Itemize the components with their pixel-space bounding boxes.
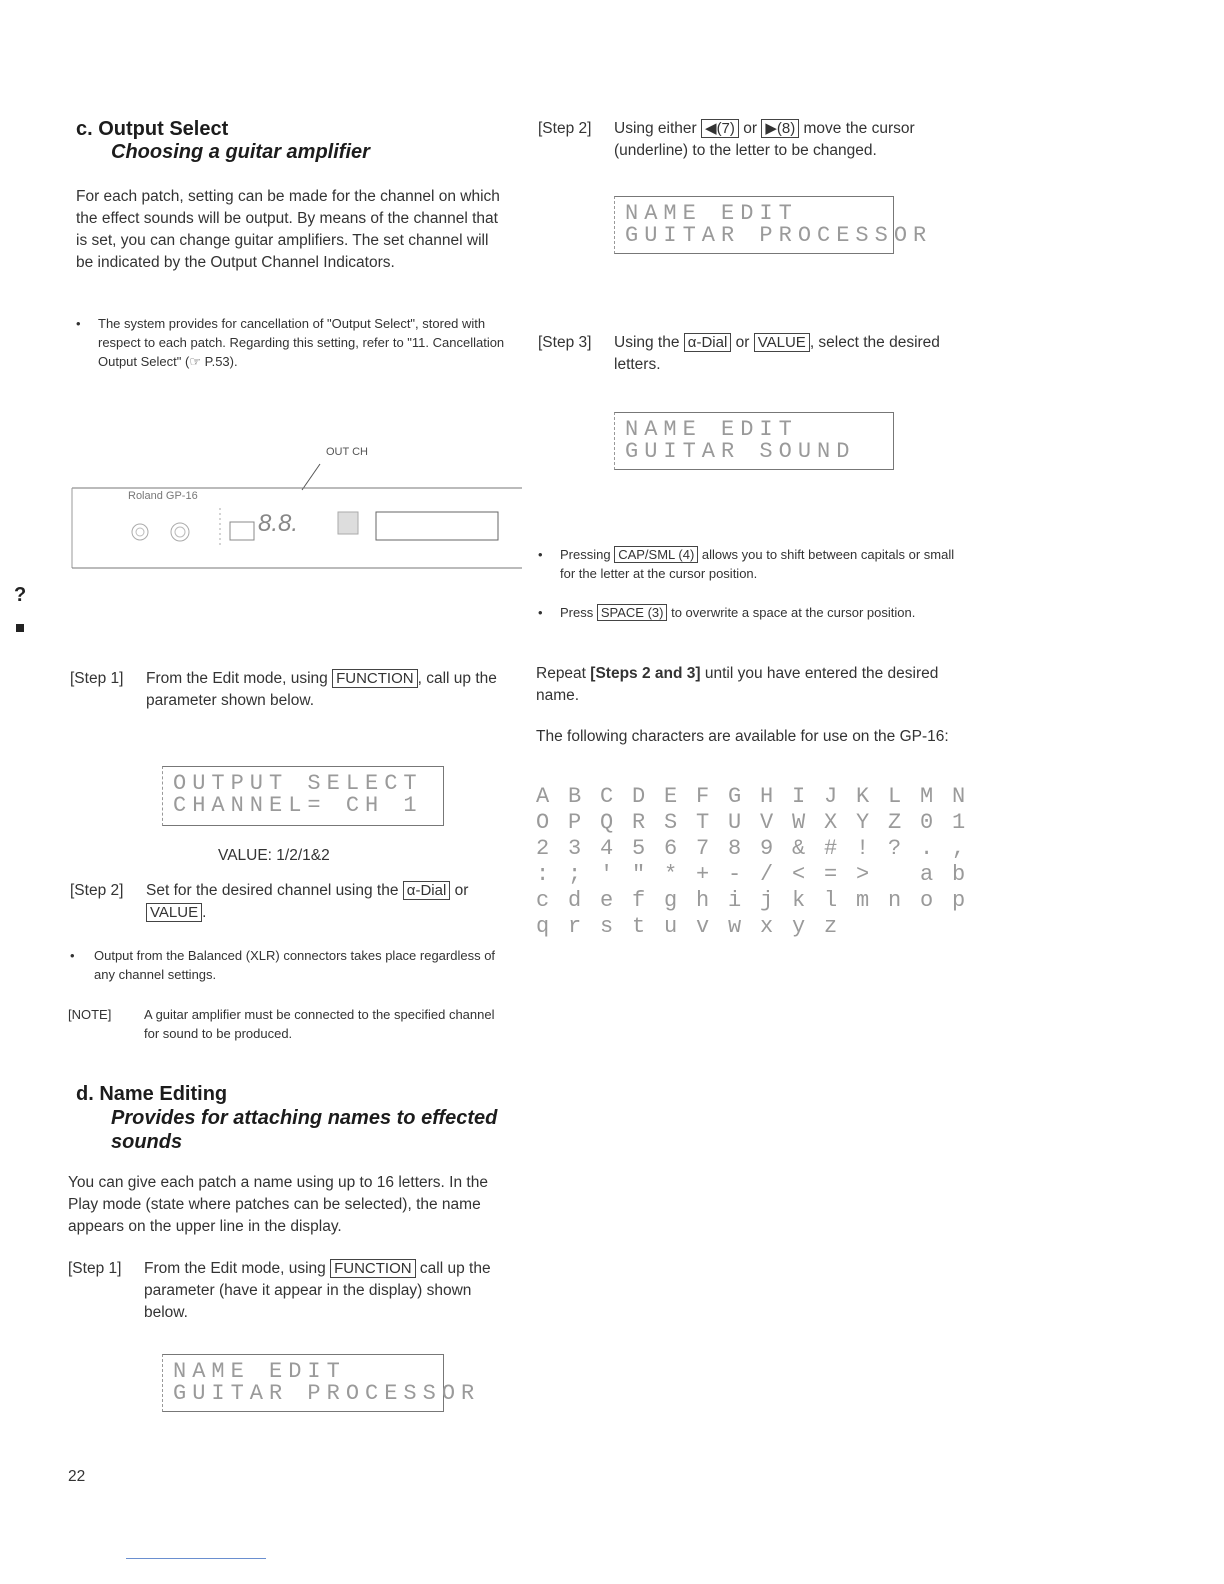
character-glyph: Q [600, 810, 614, 835]
step-label: [Step 1] [68, 1260, 122, 1277]
character-glyph: u [664, 914, 678, 939]
cancellation-note: The system provides for cancellation of "Output Select", stored with respect to each patch. Regarding this setting, refer to "11. Cancellation Output Select" (☞ P.53). [98, 316, 505, 369]
character-glyph: r [568, 914, 582, 939]
character-glyph [888, 862, 920, 887]
character-glyph: j [760, 888, 774, 913]
character-glyph: 8 [728, 836, 742, 861]
characters-intro: The following characters are available for use on the GP-16: [536, 728, 949, 745]
name-editing-paragraph: You can give each patch a name using up to 16 letters. In the Play mode (state where patches can be selected), the name appears on the upper line in the display. [68, 1174, 488, 1235]
character-glyph: # [824, 836, 838, 861]
space-note: Press SPACE (3) to overwrite a space at the cursor position. [560, 605, 916, 620]
character-glyph: L [888, 784, 902, 809]
character-glyph: N [952, 784, 966, 809]
lcd-output-select [162, 766, 444, 826]
lcd-line-1: NAME EDIT [173, 1359, 346, 1384]
character-glyph: y [792, 914, 806, 939]
section-c-subheading: Choosing a guitar amplifier [111, 141, 370, 163]
character-glyph: w [728, 914, 742, 939]
lcd-line-1: OUTPUT SELECT [173, 771, 423, 796]
function-key[interactable]: FUNCTION [330, 1259, 416, 1278]
note-text: A guitar amplifier must be connected to the specified channel for sound to be produced. [144, 1007, 495, 1041]
d-step-1: [Step 1] From the Edit mode, using FUNCTION call up the parameter (have it appear in the display) shown below. [68, 1260, 491, 1321]
bullet-mark: • [538, 547, 543, 562]
character-glyph: c [536, 888, 550, 913]
character-glyph: ! [856, 836, 870, 861]
step-1: [Step 1] From the Edit mode, using FUNCTION , call up the parameter shown below. [70, 670, 497, 709]
character-glyph: q [536, 914, 550, 939]
character-glyph: W [792, 810, 806, 835]
character-glyph: p [952, 888, 966, 913]
note-label: [NOTE] [68, 1007, 112, 1022]
character-glyph: , [952, 836, 966, 861]
section-d-subheading: Provides for attaching names to effected sounds [111, 1107, 498, 1153]
roland-logo: Roland GP-16 [128, 490, 198, 502]
character-glyph: 3 [568, 836, 582, 861]
character-glyph: o [920, 888, 934, 913]
character-row [536, 888, 976, 914]
footer-rule [126, 1558, 266, 1559]
character-glyph: v [696, 914, 710, 939]
character-glyph: k [792, 888, 806, 913]
lcd-name-edit [162, 1354, 481, 1412]
cap-sml-key[interactable]: CAP/SML (4) [614, 546, 698, 563]
character-glyph: l [824, 888, 838, 913]
character-glyph: 5 [632, 836, 646, 861]
character-glyph: 7 [696, 836, 710, 861]
step-label: [Step 3] [538, 334, 592, 351]
lcd-line-1: NAME EDIT [625, 201, 798, 226]
character-glyph: x [760, 914, 774, 939]
step-2: [Step 2] Set for the desired channel using the α-Dial or VALUE . [70, 882, 469, 921]
cursor-left-key[interactable]: ◀(7) [701, 119, 739, 138]
character-glyph: f [632, 888, 646, 913]
character-glyph: K [856, 784, 870, 809]
character-glyph: 4 [600, 836, 614, 861]
character-glyph: = [824, 862, 838, 887]
character-glyph: P [568, 810, 582, 835]
character-glyph: m [856, 888, 870, 913]
margin-square [16, 624, 24, 632]
function-key[interactable]: FUNCTION [332, 669, 418, 688]
alpha-dial-key[interactable]: α-Dial [684, 333, 732, 352]
character-glyph: X [824, 810, 838, 835]
character-glyph: F [696, 784, 710, 809]
cap-sml-note: Pressing CAP/SML (4) allows you to shift between capitals or small for the letter at the cursor position. [560, 547, 955, 581]
character-glyph: G [728, 784, 742, 809]
character-glyph: H [760, 784, 774, 809]
character-glyph: T [696, 810, 710, 835]
character-glyph: g [664, 888, 678, 913]
character-glyph: " [632, 862, 646, 887]
lcd-line-2: GUITAR SOUND [625, 439, 856, 464]
character-glyph: b [952, 862, 966, 887]
character-glyph: / [760, 862, 774, 887]
cursor-right-key[interactable]: ▶(8) [761, 119, 799, 138]
character-row [536, 784, 976, 810]
note-bullet: • [76, 316, 81, 331]
lcd-guitar-sound [614, 412, 894, 470]
character-glyph: C [600, 784, 614, 809]
note-bullet: • [70, 948, 75, 963]
character-glyph: i [728, 888, 742, 913]
character-glyph: a [920, 862, 934, 887]
character-glyph: ? [888, 836, 902, 861]
character-glyph: E [664, 784, 678, 809]
character-glyph: O [536, 810, 550, 835]
character-glyph: I [792, 784, 806, 809]
character-glyph: : [536, 862, 550, 887]
section-d-heading: d. Name Editing [76, 1083, 228, 1105]
character-glyph: U [728, 810, 742, 835]
character-glyph: A [536, 784, 550, 809]
step-label: [Step 1] [70, 670, 124, 687]
balanced-note: Output from the Balanced (XLR) connectors takes place regardless of any channel settings. [94, 948, 496, 982]
character-glyph: ' [600, 862, 614, 887]
character-glyph: S [664, 810, 678, 835]
character-row [536, 836, 976, 862]
character-glyph: & [792, 836, 806, 861]
character-glyph: * [664, 862, 678, 887]
character-glyph: 6 [664, 836, 678, 861]
out-ch-label: OUT CH [326, 446, 368, 458]
character-glyph: B [568, 784, 582, 809]
section-c-heading: c. Output Select [76, 118, 229, 140]
step-label: [Step 2] [538, 120, 592, 137]
character-glyph: J [824, 784, 838, 809]
character-row [536, 914, 976, 940]
step-label: [Step 2] [70, 882, 124, 899]
character-glyph: 2 [536, 836, 550, 861]
character-glyph: s [600, 914, 614, 939]
character-glyph: d [568, 888, 582, 913]
character-glyph: . [920, 836, 934, 861]
alpha-dial-key[interactable]: α-Dial [403, 881, 451, 900]
lcd-line-2: CHANNEL= CH 1 [173, 793, 423, 818]
value-key[interactable]: VALUE [146, 903, 202, 922]
space-key[interactable]: SPACE (3) [597, 604, 668, 621]
character-glyph: Y [856, 810, 870, 835]
character-glyph: 9 [760, 836, 774, 861]
character-glyph: R [632, 810, 646, 835]
page-number: 22 [68, 1468, 86, 1485]
character-row [536, 810, 976, 836]
character-glyph: V [760, 810, 774, 835]
lcd-line-2: GUITAR PROCESSOR [173, 1381, 481, 1406]
character-glyph: - [728, 862, 742, 887]
character-glyph: z [824, 914, 838, 939]
repeat-instruction: Repeat [Steps 2 and 3] until you have entered the desired name. [536, 665, 939, 704]
character-glyph: D [632, 784, 646, 809]
character-glyph: e [600, 888, 614, 913]
right-step-3: [Step 3] Using the α-Dial or VALUE , select the desired letters. [538, 334, 940, 373]
character-glyph: t [632, 914, 646, 939]
output-select-paragraph: For each patch, setting can be made for the channel on which the effect sounds will be output. By means of the channel that is set, you can change guitar amplifiers. The set channel will be indicated by the Output Channel Indicators. [76, 188, 500, 271]
lcd-line-2: GUITAR PROCESSOR [625, 223, 933, 248]
note-block [68, 1005, 508, 1045]
bullet-mark: • [538, 605, 543, 620]
character-glyph: n [888, 888, 902, 913]
character-glyph: Z [888, 810, 902, 835]
value-range: VALUE: 1/2/1&2 [218, 847, 330, 864]
character-glyph: h [696, 888, 710, 913]
lcd-name-edit-cursor [614, 196, 933, 254]
character-glyph: 0 [920, 810, 934, 835]
character-row [536, 862, 976, 888]
character-glyph: > [856, 862, 870, 887]
right-step-2: [Step 2] Using either ◀(7) or ▶(8) move the cursor (underline) to the letter to be changed. [538, 120, 915, 159]
lcd-line-1: NAME EDIT [625, 417, 798, 442]
character-glyph: + [696, 862, 710, 887]
character-glyph: M [920, 784, 934, 809]
margin-mark: ? [14, 584, 27, 606]
character-glyph: 1 [952, 810, 966, 835]
character-table [536, 784, 976, 940]
character-glyph: < [792, 862, 806, 887]
value-key[interactable]: VALUE [754, 333, 810, 352]
character-glyph: ; [568, 862, 582, 887]
channel-display: 8.8. [258, 510, 299, 537]
